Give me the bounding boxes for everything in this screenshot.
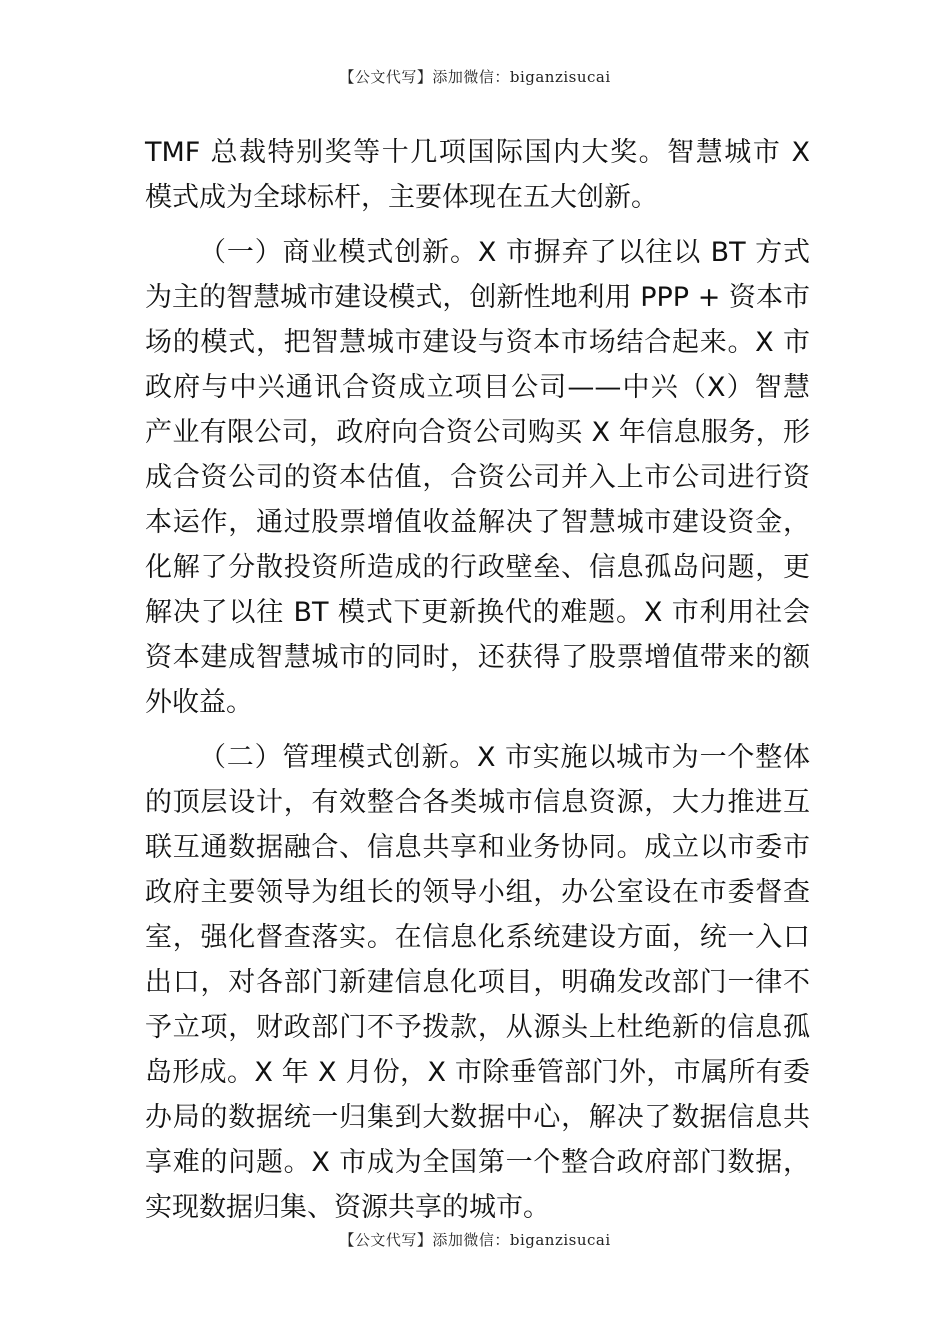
paragraph-continuation: TMF 总裁特别奖等十几项国际国内大奖。智慧城市 X 模式成为全球标杆，主要体现在五大创新。: [145, 137, 810, 213]
document-body: [145, 130, 810, 1240]
paragraph-management-model: （二）管理模式创新。X 市实施以城市为一个整体的顶层设计，有效整合各类城市信息资源，大力推进互联互通数据融合、信息共享和业务协同。成立以市委市政府主要领导为组长的领导小组，办公室设在市委督查室，强化督查落实。在信息化系统建设方面，统一入口出口，对各部门新建信息化项目，明确发改部门一律不予立项，财政部门不予拨款，从源头上杜绝新的信息孤岛形成。X 年 X 月份，X 市除垂管部门外，市属所有委办局的数据统一归集到大数据中心，解决了数据信息共享难的问题。X 市成为全国第一个整合政府部门数据，实现数据归集、资源共享的城市。: [145, 742, 810, 1223]
paragraph-business-model: （一）商业模式创新。X 市摒弃了以往以 BT 方式为主的智慧城市建设模式，创新性地利用 PPP + 资本市场的模式，把智慧城市建设与资本市场结合起来。X 市政府与中兴通讯合资成立项目公司——中兴（X）智慧产业有限公司，政府向合资公司购买 X 年信息服务，形成合资公司的资本估值，合资公司并入上市公司进行资本运作，通过股票增值收益解决了智慧城市建设资金，化解了分散投资所造成的行政壁垒、信息孤岛问题，更解决了以往 BT 模式下更新换代的难题。X 市利用社会资本建成智慧城市的同时，还获得了股票增值带来的额外收益。: [145, 237, 810, 718]
footer-watermark: 【公文代写】添加微信：biganzisucai: [339, 1231, 611, 1249]
header-watermark: 【公文代写】添加微信：biganzisucai: [339, 68, 611, 86]
